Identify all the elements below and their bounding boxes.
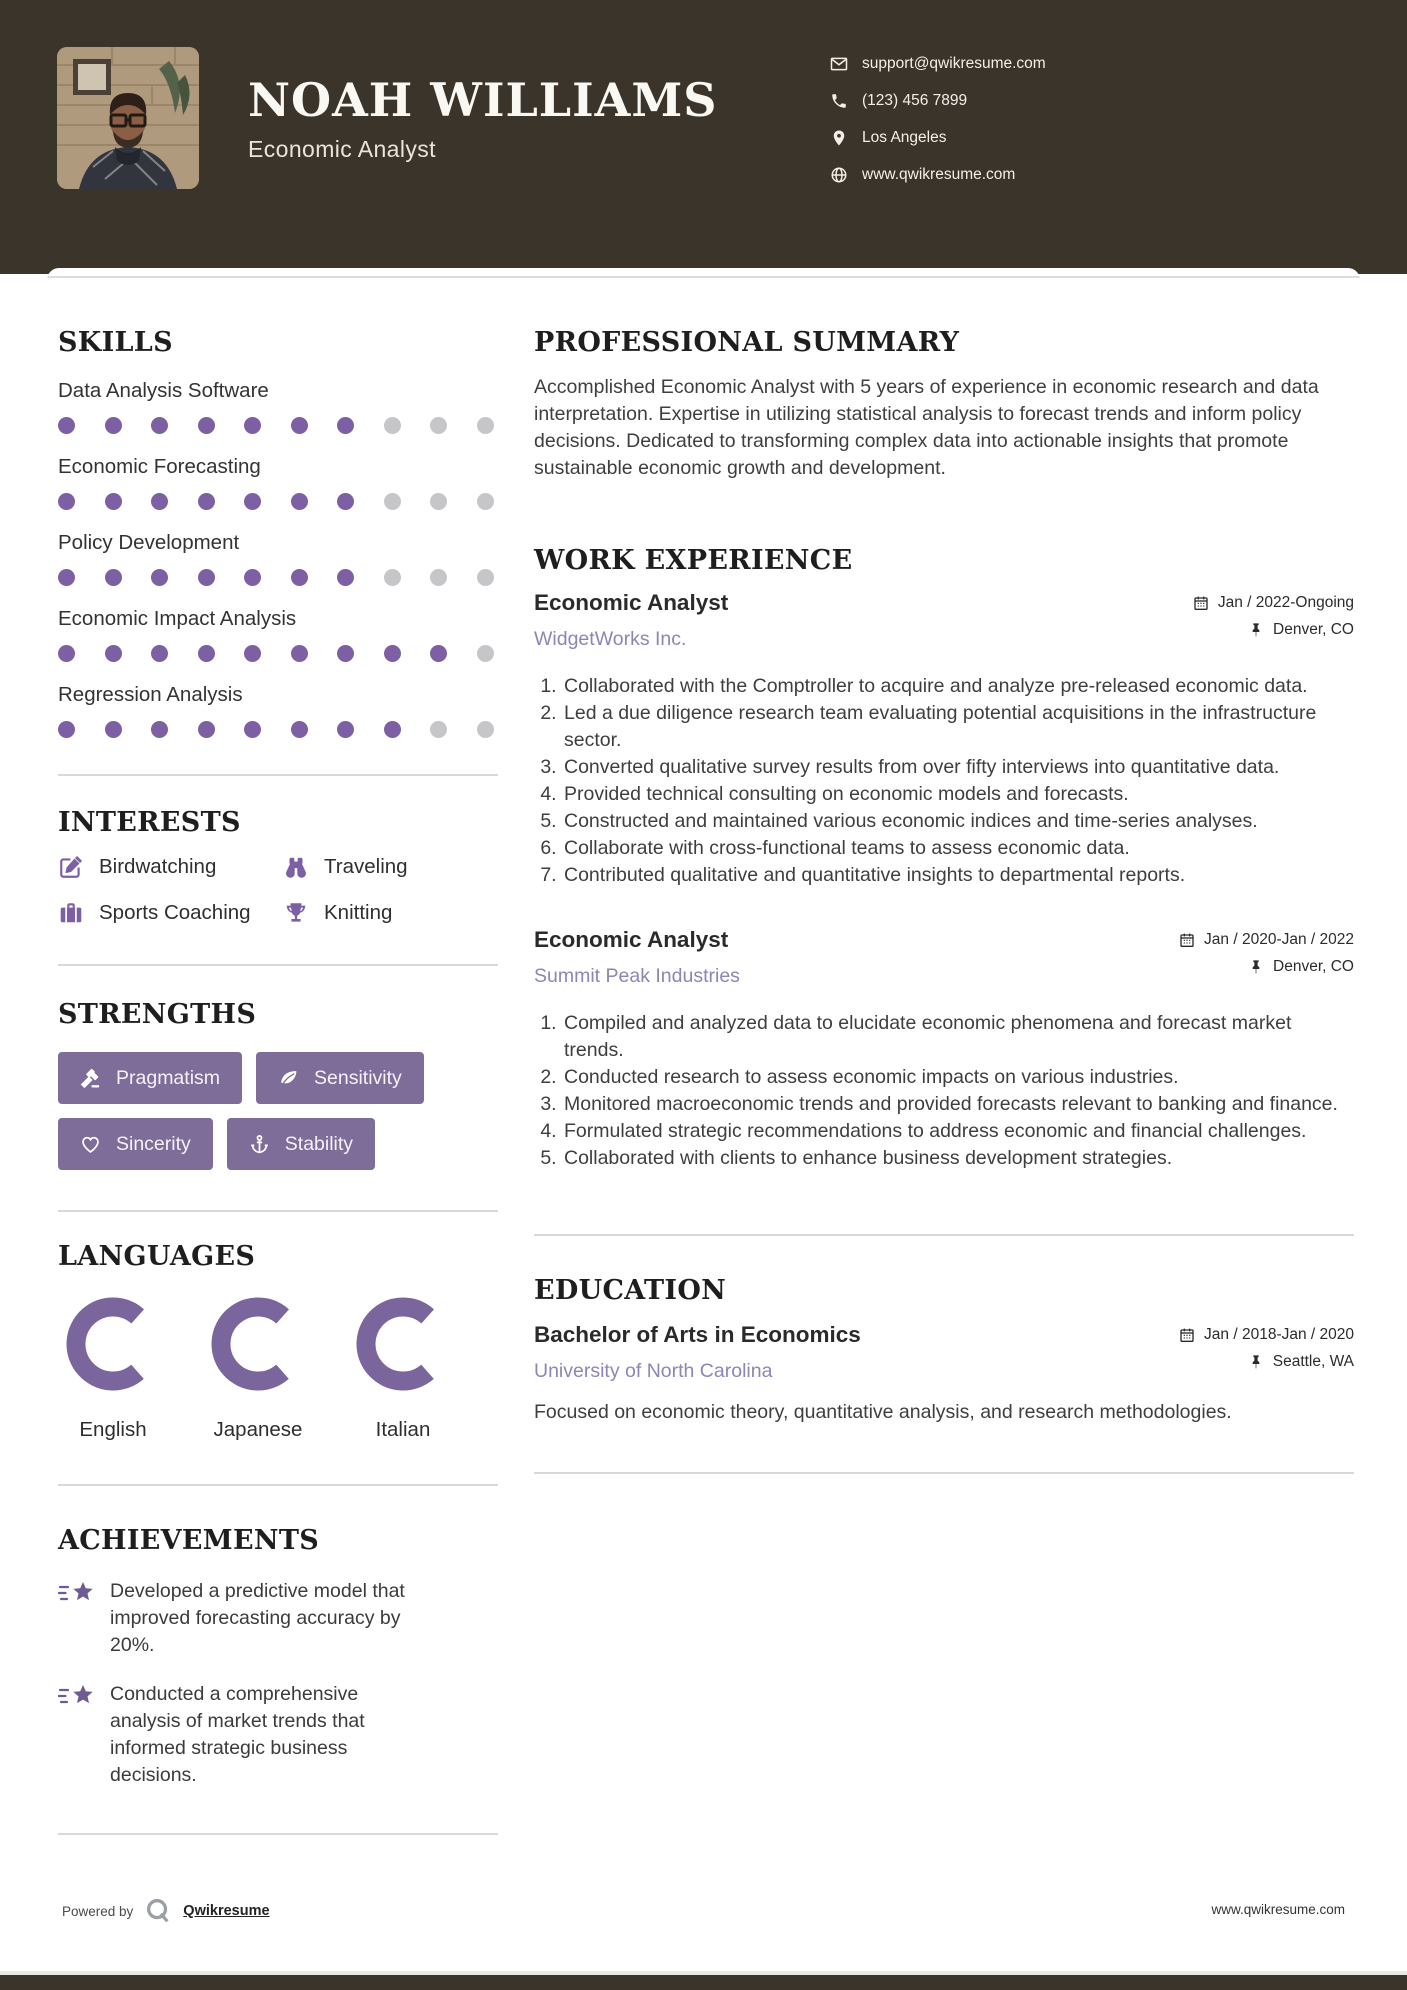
interest-item xyxy=(283,900,500,926)
contact-row xyxy=(830,129,1046,147)
job-bullet: 6. Collaborate with cross-functional teams to assess economic data. xyxy=(562,835,1354,862)
skill-dot xyxy=(58,569,75,586)
education-location-row xyxy=(1179,1353,1354,1371)
summary-heading: PROFESSIONAL SUMMARY xyxy=(534,327,960,358)
skill-dot xyxy=(58,417,75,434)
anchor-icon xyxy=(249,1134,270,1155)
skill-label: Economic Impact Analysis xyxy=(58,607,297,630)
skill-dots xyxy=(58,645,500,662)
skill-dot xyxy=(151,493,168,510)
section-divider xyxy=(534,1472,1354,1474)
achievement-item xyxy=(58,1681,500,1789)
achievements-section xyxy=(58,1526,500,1835)
skill-dot xyxy=(291,417,308,434)
profile-photo-illustration xyxy=(57,47,199,189)
skill-dot xyxy=(198,417,215,434)
phone-icon xyxy=(830,92,848,110)
powered-by-label: Powered by xyxy=(62,1903,134,1919)
education-main xyxy=(534,1322,861,1383)
skill-dot xyxy=(337,493,354,510)
skill-dots xyxy=(58,569,500,586)
interest-label: Sports Coaching xyxy=(99,901,251,924)
skill-dot xyxy=(384,569,401,586)
skill-dot xyxy=(337,721,354,738)
skill-dot xyxy=(477,493,494,510)
job-bullet: 1. Collaborated with the Comptroller to acquire and analyze pre-released economic data. xyxy=(562,673,1354,700)
skill-dot xyxy=(151,721,168,738)
job-bullet: 1. Compiled and analyzed data to elucidate economic phenomena and forecast market trends. xyxy=(562,1010,1354,1064)
job-company: WidgetWorks Inc. xyxy=(534,628,687,650)
pushpin-icon xyxy=(1248,622,1264,638)
skill-dot xyxy=(430,569,447,586)
job-date: Jan / 2020-Jan / 2022 xyxy=(1204,931,1354,948)
calendar-icon xyxy=(1179,932,1195,948)
skill-dot xyxy=(58,645,75,662)
skill-dot xyxy=(384,721,401,738)
skill-dot xyxy=(384,417,401,434)
experience-heading: WORK EXPERIENCE xyxy=(534,545,853,576)
shooting-star-icon xyxy=(58,1683,98,1711)
job-bullet: 2. Conducted research to assess economic impacts on various industries. xyxy=(562,1064,1354,1091)
heart-icon xyxy=(80,1134,101,1155)
job-bullet-list xyxy=(534,673,1354,889)
job-bullet: 4. Provided technical consulting on economic models and forecasts. xyxy=(562,781,1354,808)
language-item xyxy=(355,1296,451,1442)
section-divider xyxy=(534,1234,1354,1236)
header-band xyxy=(0,0,1407,274)
job-bullet: 7. Contributed qualitative and quantitative insights to departmental reports. xyxy=(562,862,1354,889)
skill-dot xyxy=(198,569,215,586)
job-bullet: 3. Converted qualitative survey results from over fifty interviews into quantitative data. xyxy=(562,754,1354,781)
interests-heading: INTERESTS xyxy=(58,807,241,838)
job-meta xyxy=(1193,590,1354,648)
leaf-icon xyxy=(278,1068,299,1089)
main-column xyxy=(534,278,1360,1835)
skill-label: Data Analysis Software xyxy=(58,379,269,402)
job-bullet: 5. Constructed and maintained various economic indices and time-series analyses. xyxy=(562,808,1354,835)
jobs-list xyxy=(534,590,1354,1172)
strength-label: Pragmatism xyxy=(116,1066,221,1089)
strength-badge xyxy=(58,1052,242,1104)
language-label: Japanese xyxy=(213,1418,303,1441)
education-date-row xyxy=(1179,1326,1354,1344)
job-title: Economic Analyst xyxy=(534,590,729,615)
skill-dot xyxy=(477,417,494,434)
skill-label: Regression Analysis xyxy=(58,683,243,706)
skill-dot xyxy=(244,417,261,434)
education-date: Jan / 2018-Jan / 2020 xyxy=(1204,1326,1354,1343)
contact-text: Los Angeles xyxy=(862,129,947,146)
skill-dot xyxy=(291,645,308,662)
skill-dot xyxy=(291,569,308,586)
job-header-main xyxy=(534,927,740,988)
skill-dot xyxy=(105,493,122,510)
skill-dot xyxy=(384,645,401,662)
job-location-row xyxy=(1193,621,1354,639)
job-company: Summit Peak Industries xyxy=(534,965,740,987)
strength-label: Stability xyxy=(284,1132,354,1155)
globe-icon xyxy=(830,166,848,184)
footer-website: www.qwikresume.com xyxy=(1211,1902,1345,1917)
skill-dot xyxy=(151,417,168,434)
strength-badge xyxy=(227,1118,375,1170)
briefcase-icon xyxy=(58,900,84,926)
qwikresume-logo-icon xyxy=(143,1896,173,1926)
language-item xyxy=(210,1296,306,1442)
skill-dots xyxy=(58,417,500,434)
summary-section xyxy=(534,328,1354,482)
skill-dot xyxy=(430,417,447,434)
section-divider xyxy=(58,1833,498,1835)
skills-list xyxy=(58,379,500,738)
skill-dot xyxy=(337,569,354,586)
skill-item xyxy=(58,455,500,510)
skill-label: Policy Development xyxy=(58,531,240,554)
education-meta xyxy=(1179,1322,1354,1380)
section-divider xyxy=(58,774,498,776)
skill-dot xyxy=(198,645,215,662)
strength-label: Sincerity xyxy=(116,1132,191,1155)
skill-dots xyxy=(58,721,500,738)
interest-label: Traveling xyxy=(324,855,408,878)
skill-dot xyxy=(198,493,215,510)
language-item xyxy=(65,1296,161,1442)
skill-dot xyxy=(477,645,494,662)
skill-dot xyxy=(430,721,447,738)
job-header xyxy=(534,927,1354,988)
skill-dot xyxy=(58,721,75,738)
skill-item xyxy=(58,379,500,434)
contact-row xyxy=(830,55,1046,73)
skills-heading: SKILLS xyxy=(58,327,173,358)
contact-list xyxy=(830,55,1046,184)
contact-text: (123) 456 7899 xyxy=(862,92,968,109)
skill-dots xyxy=(58,493,500,510)
skill-dot xyxy=(151,645,168,662)
section-divider xyxy=(58,1210,498,1212)
skills-section xyxy=(58,328,500,776)
interest-label: Birdwatching xyxy=(99,855,217,878)
mail-icon xyxy=(830,55,848,73)
skill-dot xyxy=(244,493,261,510)
contact-row xyxy=(830,92,1046,110)
skill-dot xyxy=(291,721,308,738)
job-bullet-list xyxy=(534,1010,1354,1172)
job-entry xyxy=(534,590,1354,889)
skill-dot xyxy=(198,721,215,738)
bottom-band xyxy=(0,1975,1407,1990)
language-arc xyxy=(65,1296,161,1392)
languages-section xyxy=(58,1242,500,1486)
skill-item xyxy=(58,683,500,738)
job-bullet: 5. Collaborated with clients to enhance business development strategies. xyxy=(562,1145,1354,1172)
job-date: Jan / 2022-Ongoing xyxy=(1217,594,1354,611)
job-header xyxy=(534,590,1354,651)
sidebar xyxy=(58,278,500,1835)
skill-dot xyxy=(105,721,122,738)
strengths-list xyxy=(58,1052,492,1170)
skill-item xyxy=(58,607,500,662)
skill-dot xyxy=(477,721,494,738)
gavel-icon xyxy=(80,1068,101,1089)
interest-item xyxy=(283,854,500,880)
identity-block xyxy=(248,73,718,163)
job-location: Denver, CO xyxy=(1273,621,1354,638)
job-header-main xyxy=(534,590,728,651)
achievement-text: Conducted a comprehensive analysis of market trends that informed strategic business decisions. xyxy=(110,1683,365,1786)
interests-list xyxy=(58,854,500,926)
languages-list xyxy=(65,1296,500,1442)
calendar-icon xyxy=(1179,1327,1195,1343)
summary-text: Accomplished Economic Analyst with 5 years of experience in economic research and data interpretation. Expertise in utilizing statistical analysis to forecast trends and inform policy decisions. Dedicated to transforming complex data into actionable insights that promote sustainable economic growth and development. xyxy=(534,376,1319,479)
skill-dot xyxy=(291,493,308,510)
language-label: English xyxy=(79,1418,147,1441)
achievements-heading: ACHIEVEMENTS xyxy=(58,1525,320,1556)
achievement-text: Developed a predictive model that improved forecasting accuracy by 20%. xyxy=(110,1580,405,1656)
person-name: NOAH WILLIAMS xyxy=(248,73,718,127)
achievements-list xyxy=(58,1578,500,1789)
job-meta xyxy=(1179,927,1354,985)
pushpin-icon xyxy=(1248,1354,1264,1370)
language-arc xyxy=(355,1296,451,1392)
interest-item xyxy=(58,900,283,926)
section-divider xyxy=(58,964,498,966)
language-label: Italian xyxy=(375,1418,431,1441)
language-arc xyxy=(210,1296,306,1392)
skill-dot xyxy=(105,417,122,434)
section-divider xyxy=(58,1484,498,1486)
job-title: Economic Analyst xyxy=(534,927,729,952)
job-location-row xyxy=(1179,958,1354,976)
skill-dot xyxy=(337,645,354,662)
strength-badge xyxy=(58,1118,213,1170)
calendar-icon xyxy=(1193,595,1209,611)
person-title: Economic Analyst xyxy=(248,136,436,163)
location-icon xyxy=(830,129,848,147)
job-entry xyxy=(534,927,1354,1172)
job-date-row xyxy=(1193,594,1354,612)
interest-item xyxy=(58,854,283,880)
job-bullet: 2. Led a due diligence research team evaluating potential acquisitions in the infrastructure sector. xyxy=(562,700,1354,754)
education-heading: EDUCATION xyxy=(534,1275,727,1306)
skill-dot xyxy=(430,645,447,662)
skill-dot xyxy=(151,569,168,586)
skill-dot xyxy=(244,721,261,738)
strengths-heading: STRENGTHS xyxy=(58,999,257,1030)
experience-section xyxy=(534,546,1354,1236)
skill-dot xyxy=(337,417,354,434)
edit-icon xyxy=(58,854,84,880)
job-bullet: 4. Formulated strategic recommendations to address economic and financial challenges. xyxy=(562,1118,1354,1145)
contact-text: www.qwikresume.com xyxy=(862,166,1016,183)
achievement-item xyxy=(58,1578,500,1659)
education-degree: Bachelor of Arts in Economics xyxy=(534,1322,861,1347)
skill-dot xyxy=(58,493,75,510)
content-card xyxy=(47,268,1360,1968)
education-description: Focused on economic theory, quantitative analysis, and research methodologies. xyxy=(534,1401,1232,1423)
pushpin-icon xyxy=(1248,959,1264,975)
job-date-row xyxy=(1179,931,1354,949)
job-bullet: 3. Monitored macroeconomic trends and provided forecasts relevant to banking and finance. xyxy=(562,1091,1354,1118)
education-section xyxy=(534,1276,1354,1474)
strength-badge xyxy=(256,1052,424,1104)
binoculars-icon xyxy=(283,854,309,880)
skill-label: Economic Forecasting xyxy=(58,455,261,478)
skill-dot xyxy=(430,493,447,510)
interest-label: Knitting xyxy=(324,901,393,924)
strengths-section xyxy=(58,1000,500,1212)
skill-dot xyxy=(105,645,122,662)
contact-row xyxy=(830,166,1046,184)
interests-section xyxy=(58,808,500,966)
strength-label: Sensitivity xyxy=(314,1066,402,1089)
shooting-star-icon xyxy=(58,1580,98,1608)
languages-heading: LANGUAGES xyxy=(58,1241,256,1272)
education-location: Seattle, WA xyxy=(1272,1353,1354,1370)
skill-item xyxy=(58,531,500,586)
skill-dot xyxy=(105,569,122,586)
skill-dot xyxy=(244,569,261,586)
profile-photo xyxy=(57,47,199,189)
job-location: Denver, CO xyxy=(1273,958,1354,975)
trophy-icon xyxy=(283,900,309,926)
skill-dot xyxy=(477,569,494,586)
footer xyxy=(62,1896,270,1926)
education-school: University of North Carolina xyxy=(534,1360,773,1382)
qwikresume-link[interactable]: Qwikresume xyxy=(183,1903,270,1919)
skill-dot xyxy=(244,645,261,662)
contact-text: support@qwikresume.com xyxy=(862,55,1046,72)
skill-dot xyxy=(384,493,401,510)
